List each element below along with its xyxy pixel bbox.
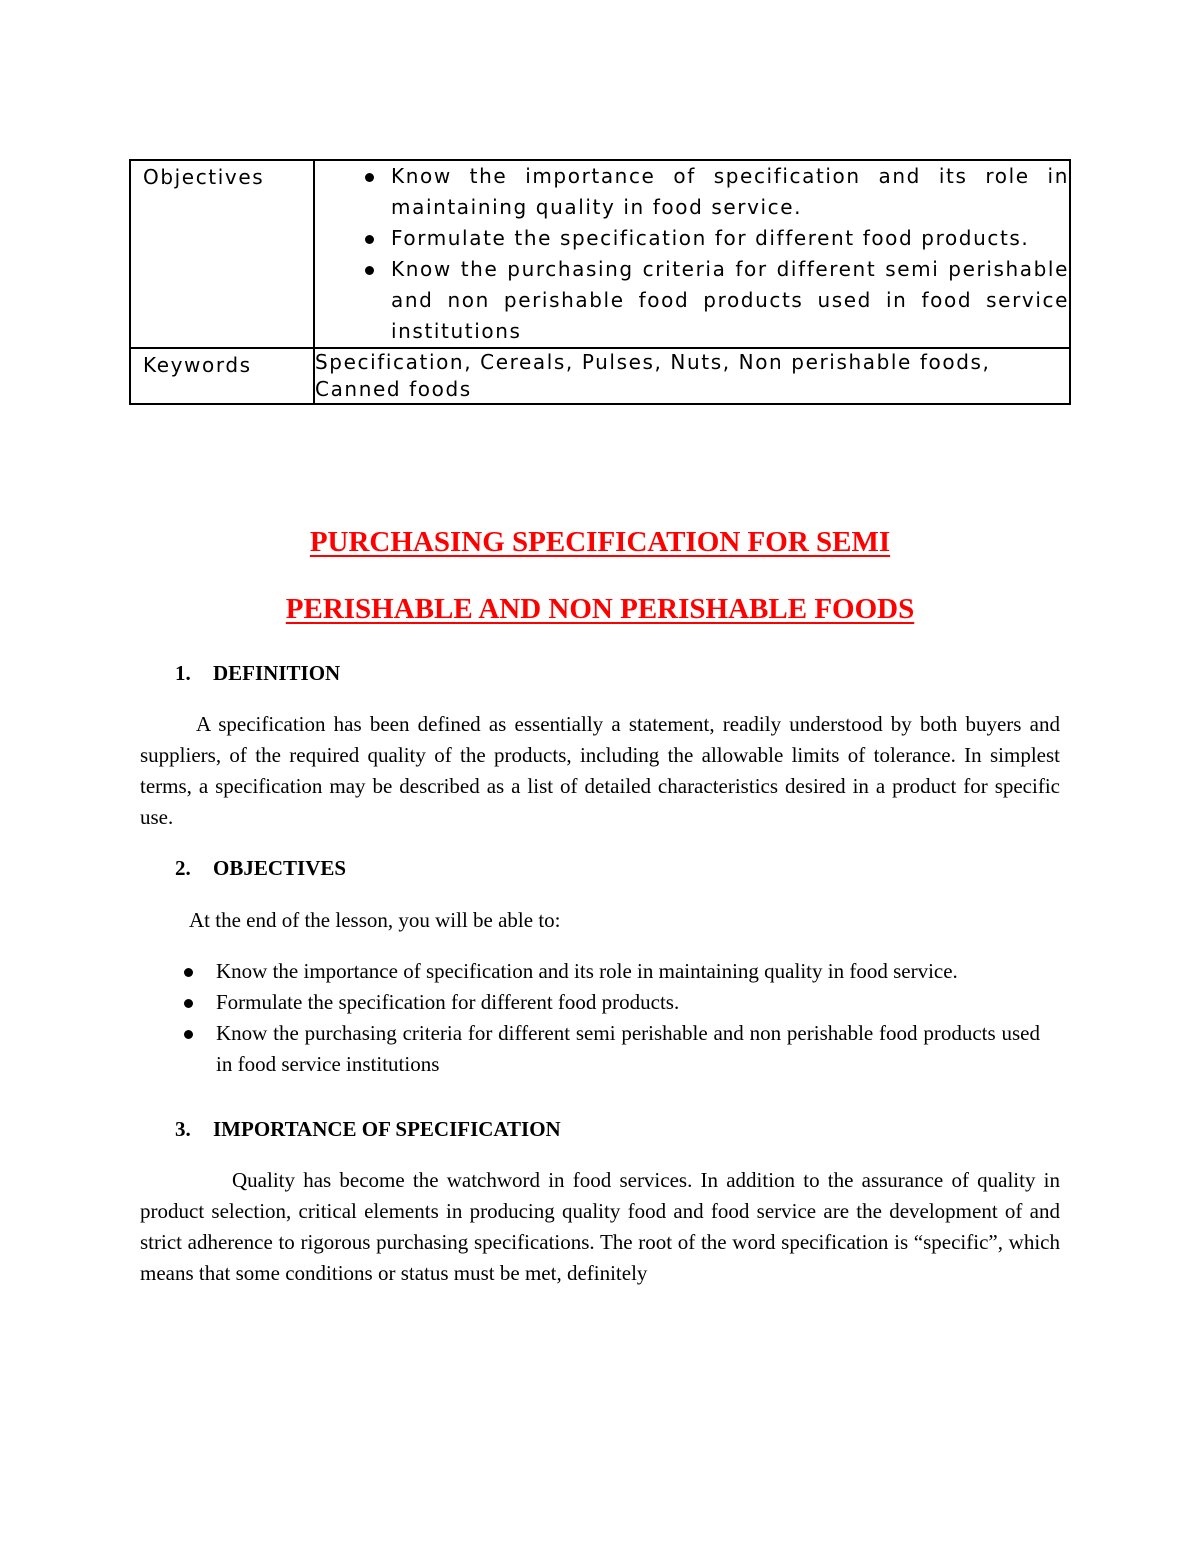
objectives-list: [315, 161, 1069, 347]
objectives-cell: [314, 160, 1070, 348]
section-number: 1.: [175, 661, 191, 685]
objectives-keywords-table: [129, 159, 1071, 405]
objective-item: Know the importance of specification and its role in maintaining quality in food service.: [315, 161, 1069, 223]
section-number: 3.: [175, 1117, 191, 1141]
objectives-bullet-item: Know the purchasing criteria for different semi perishable and non perishable food products used in food service institutions: [140, 1018, 1060, 1080]
objective-item: Formulate the specification for different food products.: [315, 223, 1069, 254]
objectives-bullet-list: [140, 956, 1060, 1080]
keywords-row: [130, 348, 1070, 404]
importance-paragraph: Quality has become the watchword in food services. In addition to the assurance of quality in product selection, critical elements in producing quality food and food service are the development of and strict adherence to rigorous purchasing specifications. The root of the word specification is “specific”, which means that some conditions or status must be met, definitely: [140, 1168, 1060, 1285]
keywords-value: Specification, Cereals, Pulses, Nuts, Non perishable foods, Canned foods: [314, 348, 1070, 404]
document-title-line-1: PURCHASING SPECIFICATION FOR SEMI: [309, 526, 891, 558]
objectives-bullet-item: Formulate the specification for different food products.: [140, 987, 1060, 1018]
document-title-line-2: PERISHABLE AND NON PERISHABLE FOODS: [285, 593, 915, 625]
section-title: OBJECTIVES: [213, 856, 347, 880]
keywords-label: Keywords: [130, 348, 314, 404]
definition-paragraph: A specification has been defined as essentially a statement, readily understood by both buyers and suppliers, of the required quality of the products, including the allowable limits of tolerance. In simplest terms, a specification may be described as a list of detailed characteristics desired in a product for specific use.: [140, 712, 1060, 829]
objectives-bullet-item: Know the importance of specification and its role in maintaining quality in food service.: [140, 956, 1060, 987]
objectives-intro: At the end of the lesson, you will be able to:: [189, 908, 561, 932]
section-heading-definition: [175, 661, 340, 686]
section-heading-objectives: [175, 856, 346, 881]
section-title: DEFINITION: [213, 661, 341, 685]
objectives-label: Objectives: [130, 160, 314, 348]
section-number: 2.: [175, 856, 191, 880]
section-heading-importance: [175, 1117, 561, 1142]
section-title: IMPORTANCE OF SPECIFICATION: [213, 1117, 561, 1141]
objective-item: Know the purchasing criteria for different semi perishable and non perishable food products used in food service institutions: [315, 254, 1069, 347]
objectives-row: [130, 160, 1070, 348]
